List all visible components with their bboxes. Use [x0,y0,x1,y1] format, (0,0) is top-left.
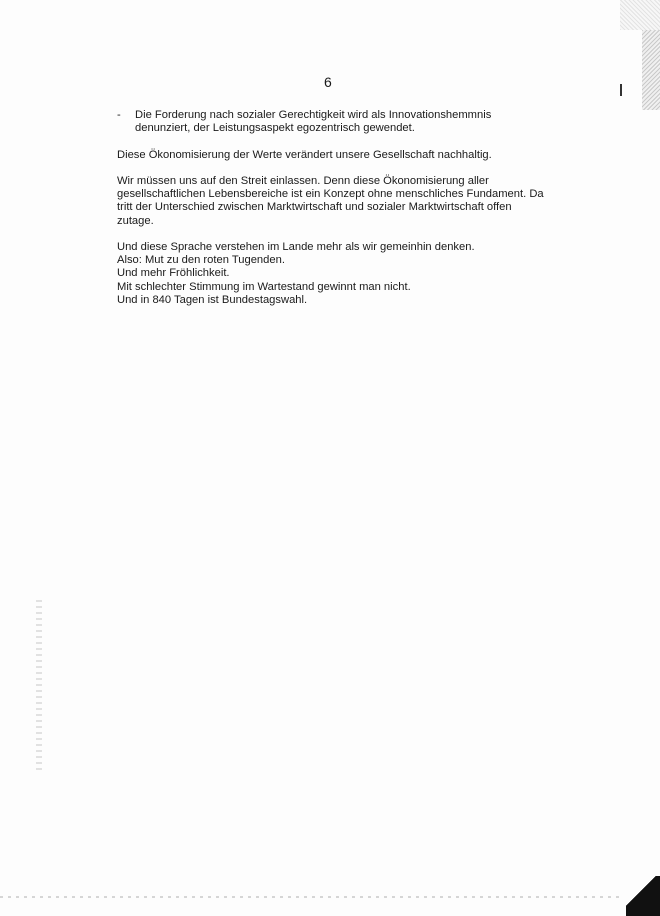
paragraph-oekonomisierung [117,149,547,162]
scan-artifact [626,876,660,916]
bullet-text [135,109,535,135]
scan-artifact [36,600,42,770]
text-line: Und in 840 Tagen ist Bundestagswahl. [117,293,308,306]
scan-artifact [620,0,660,30]
text-line: gesellschaftlichen Lebensbereiche ist ein Konzept ohne menschliches Fundament. Da [117,188,544,201]
text-line: Wir müssen uns auf den Streit einlassen. Denn diese Ökonomisierung aller [117,175,489,187]
text-line: tritt der Unterschied zwischen Marktwirtschaft und sozialer Marktwirtschaft offen [117,201,512,214]
text-line: denunziert, der Leistungsaspekt egozentrisch gewendet. [135,122,415,135]
scan-artifact [642,30,660,110]
text-line: Die Forderung nach sozialer Gerechtigkeit wird als Innovationshemmnis [135,109,492,121]
page-number: 6 [324,74,332,90]
paragraph-streit [117,175,547,228]
text-line: Also: Mut zu den roten Tugenden. [117,254,285,267]
text-line: Und diese Sprache verstehen im Lande mehr als wir gemeinhin denken. [117,241,475,253]
scan-artifact [620,84,622,96]
text-line: Mit schlechter Stimmung im Wartestand gewinnt man nicht. [117,280,411,293]
paragraph-sprache [117,241,547,307]
scan-artifact [0,896,620,898]
text-line: zutage. [117,214,154,227]
bullet-dash: - [117,109,121,121]
text-line: Und mehr Fröhlichkeit. [117,267,230,280]
text-line: Diese Ökonomisierung der Werte verändert unsere Gesellschaft nachhaltig. [117,149,492,161]
